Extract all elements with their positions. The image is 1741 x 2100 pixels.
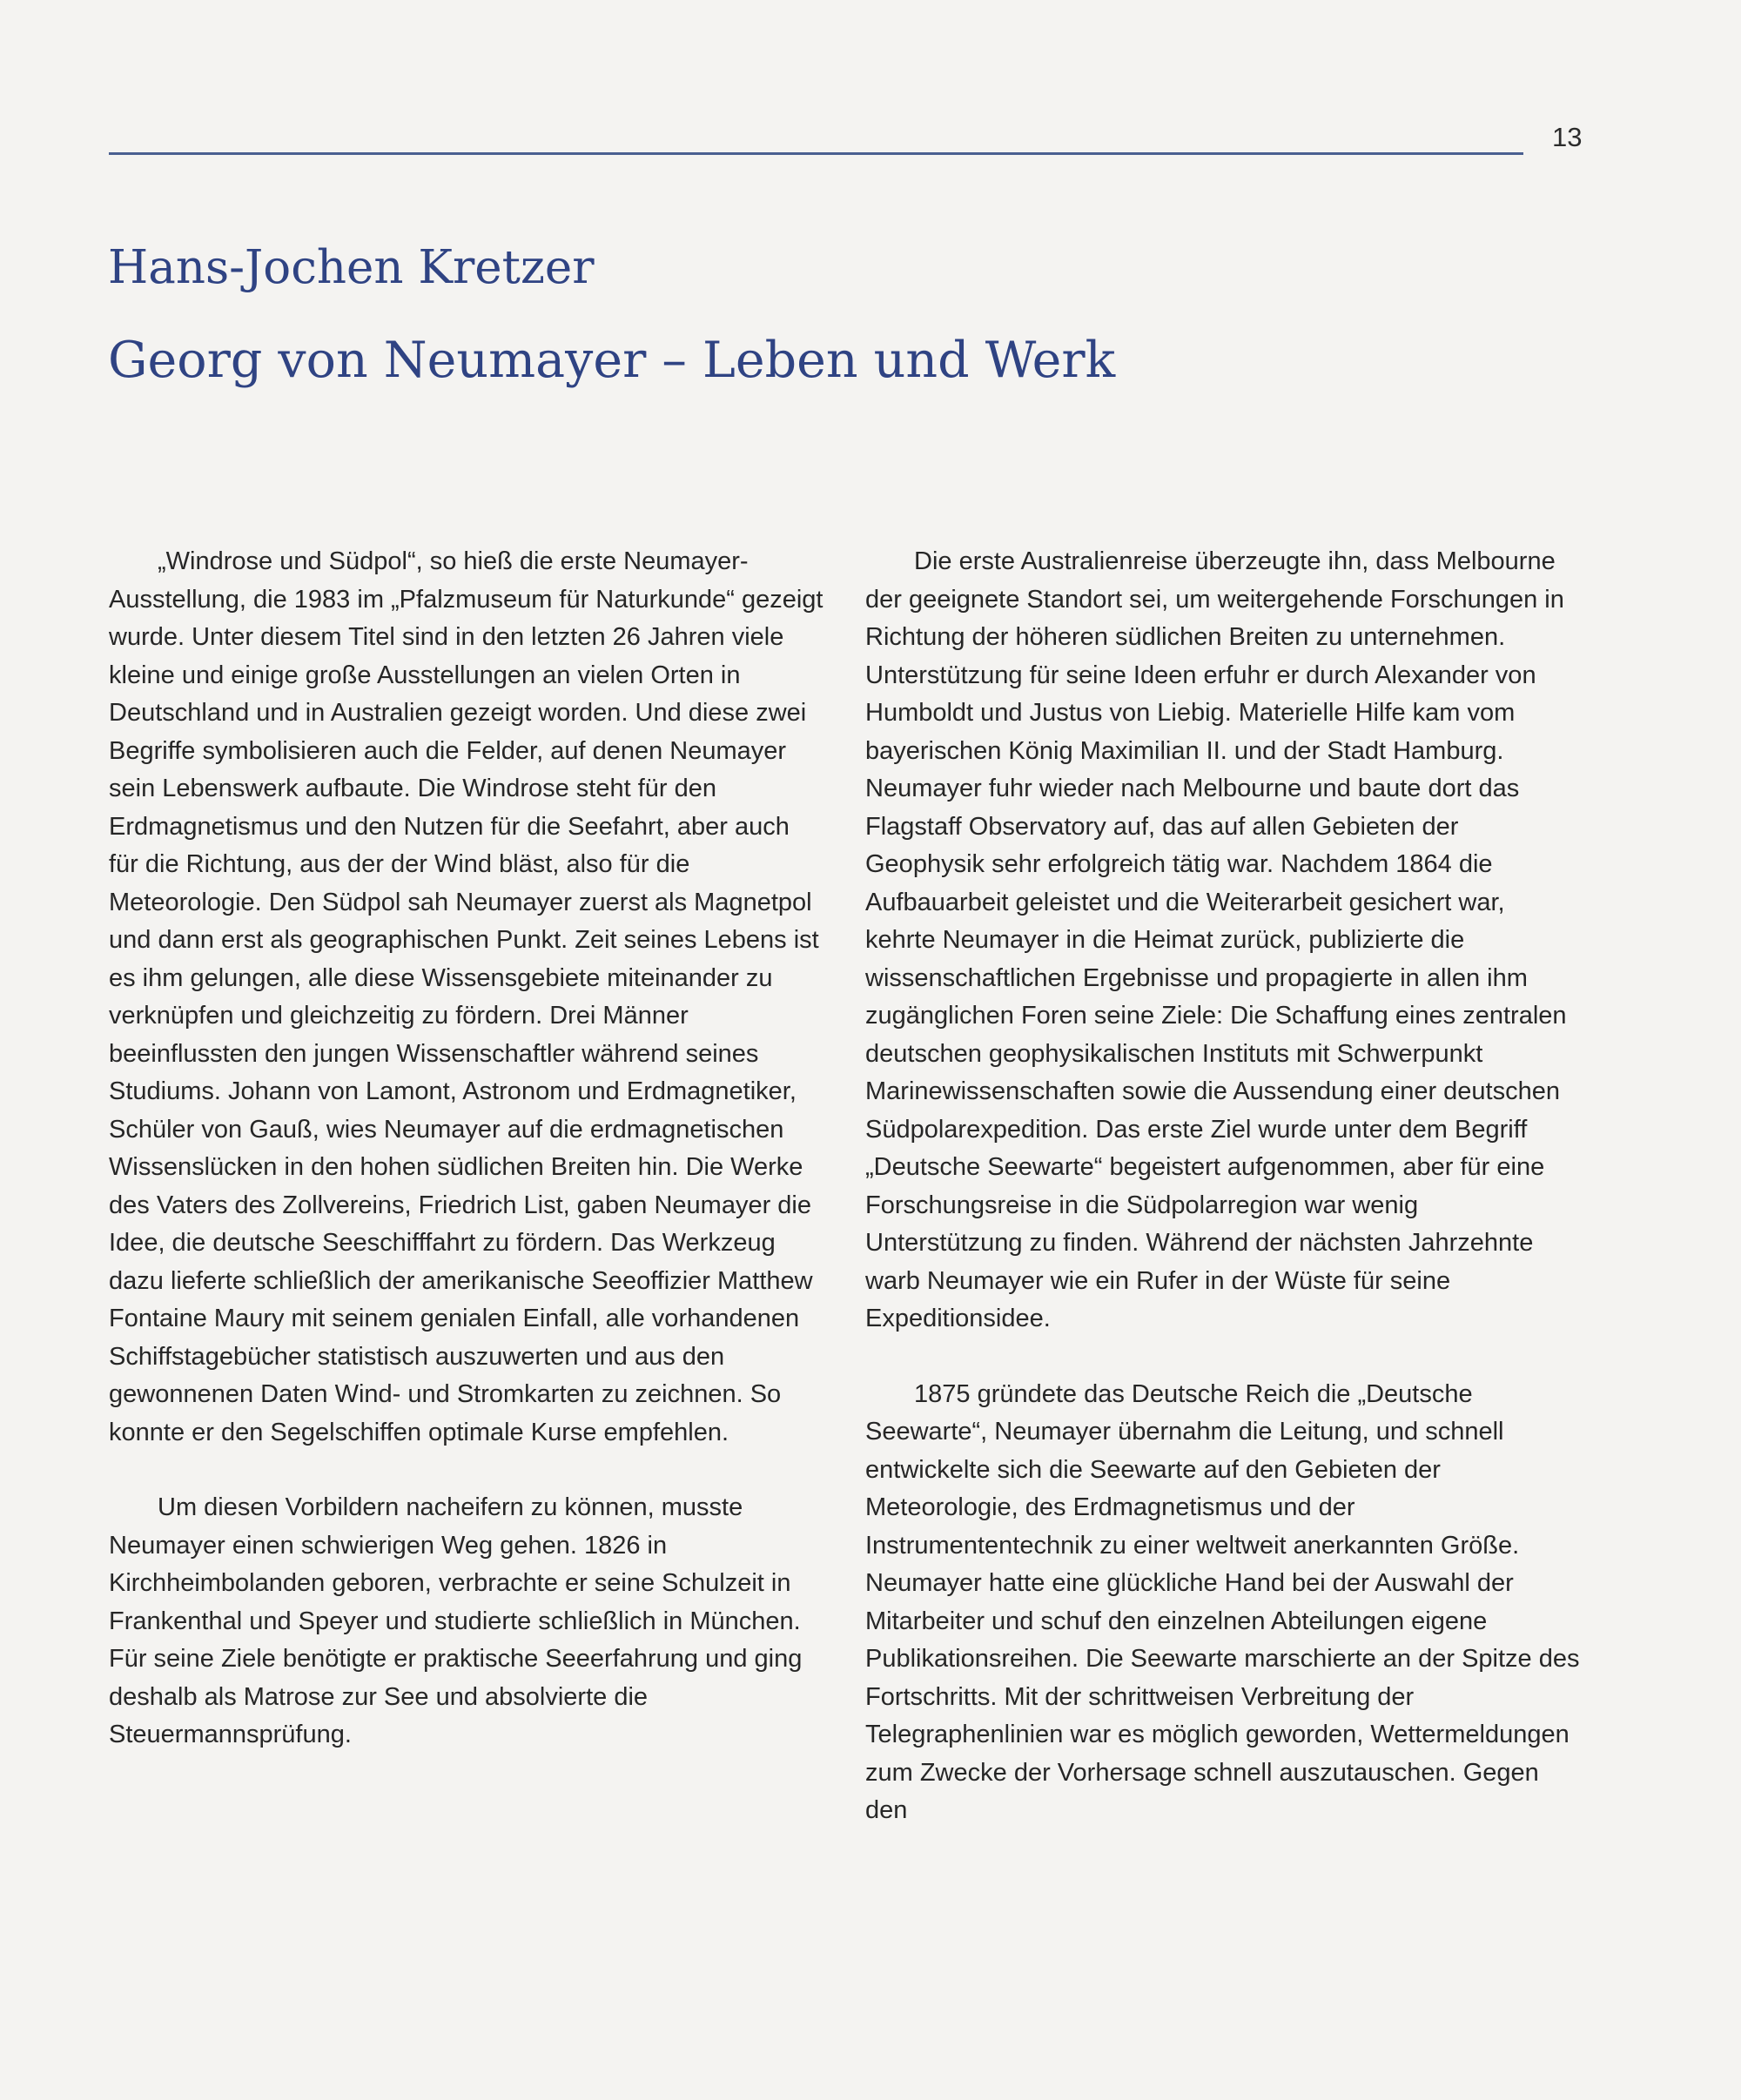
header-rule [109, 152, 1523, 155]
article-heading [108, 240, 1170, 388]
paragraph: Um diesen Vorbildern nacheifern zu können, musste Neumayer einen schwierigen Weg gehen. 1826 in Kirchheimbolanden geboren, verbrachte er seine Schulzeit in Frankenthal und Speyer und studierte schließlich in München. Für seine Ziele benötigte er praktische Seeerfahrung und ging deshalb als Matrose zur See und absolvierte die Steuermannsprüfung. [109, 1493, 803, 1748]
right-column [865, 543, 1581, 1830]
author-name: Hans-Jochen Kretzer [108, 241, 595, 294]
page-number: 13 [1552, 122, 1583, 152]
left-column [109, 543, 824, 1754]
paragraph: Die erste Australienreise überzeugte ihn, dass Melbourne der geeignete Standort sei, um weitergehende Forschungen in Richtung der höheren südlichen Breiten zu unternehmen. Unterstützung für seine Ideen erfuhr er durch Alexander von Humboldt und Justus von Liebig. Materielle Hilfe kam vom bayerischen König Maximilian II. und der Stadt Hamburg. Neumayer fuhr wieder nach Melbourne und baute dort das Flagstaff Observatory auf, das auf allen Gebieten der Geophysik sehr erfolgreich tätig war. Nachdem 1864 die Aufbauarbeit geleistet und die Weiterarbeit gesichert war, kehrte Neumayer in die Heimat zurück, publizierte die wissenschaftlichen Ergebnisse und propagierte in allen ihm zugänglichen Foren seine Ziele: Die Schaffung eines zentralen deutschen geophysikalischen Instituts mit Schwerpunkt Marinewissenschaften sowie die Aussendung einer deutschen Südpolarexpedition. Das erste Ziel wurde unter dem Begriff „Deutsche Seewarte“ begeistert aufgenommen, aber für eine Forschungsreise in die Südpolarregion war wenig Unterstützung zu finden. Während der nächsten Jahrzehnte warb Neumayer wie ein Rufer in der Wüste für seine Expeditionsidee. [865, 547, 1567, 1332]
paragraph: 1875 gründete das Deutsche Reich die „Deutsche Seewarte“, Neumayer übernahm die Leitung, und schnell entwickelte sich die Seewarte auf den Gebieten der Meteorologie, des Erdmagnetismus und der Instrumententechnik zu einer weltweit anerkannten Größe. Neumayer hatte eine glückliche Hand bei der Auswahl der Mitarbeiter und schuf den einzelnen Abteilungen eigene Publikationsreihen. Die Seewarte marschierte an der Spitze des Fortschritts. Mit der schrittweisen Verbreitung der Telegraphenlinien war es möglich geworden, Wettermeldungen zum Zwecke der Vorhersage schnell auszutauschen. Gegen den [865, 1379, 1580, 1824]
article-title: Georg von Neumayer – Leben und Werk [108, 332, 1116, 389]
paragraph: „Windrose und Südpol“, so hieß die erste Neumayer-Ausstellung, die 1983 im „Pfalzmuseum für Naturkunde“ gezeigt wurde. Unter diesem Titel sind in den letzten 26 Jahren viele kleine und einige große Ausstellungen an vielen Orten in Deutschland und in Australien gezeigt worden. Und diese zwei Begriffe symbolisieren auch die Felder, auf denen Neumayer sein Lebenswerk aufbaute. Die Windrose steht für den Erdmagnetismus und den Nutzen für die Seefahrt, aber auch für die Richtung, aus der der Wind bläst, also für die Meteorologie. Den Südpol sah Neumayer zuerst als Magnetpol und dann erst als geographischen Punkt. Zeit seines Lebens ist es ihm gelungen, alle diese Wissensgebiete miteinander zu verknüpfen und gleichzeitig zu fördern. Drei Männer beeinflussten den jungen Wissenschaftler während seines Studiums. Johann von Lamont, Astronom und Erdmagnetiker, Schüler von Gauß, wies Neumayer auf die erdmagnetischen Wissenslücken in den hohen südlichen Breiten hin. Die Werke des Vaters des Zollvereins, Friedrich List, gaben Neumayer die Idee, die deutsche Seeschifffahrt zu fördern. Das Werkzeug dazu lieferte schließlich der amerikanische Seeoffizier Matthew Fontaine Maury mit seinem genialen Einfall, alle vorhandenen Schiffstagebücher statistisch auszuwerten und aus den gewonnenen Daten Wind- und Stromkarten zu zeichnen. So konnte er den Segelschiffen optimale Kurse empfehlen. [109, 547, 823, 1446]
